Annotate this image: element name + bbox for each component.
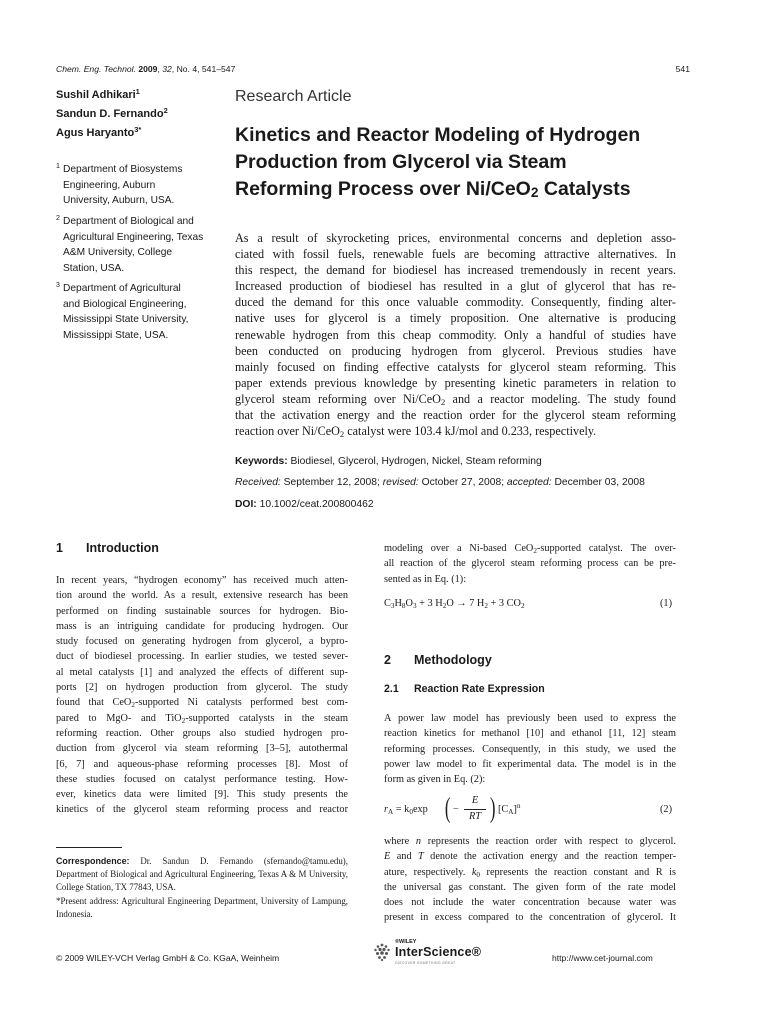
section-1-heading: 1 Introduction [56,541,159,555]
article-type: Research Article [235,88,352,105]
paper-title: Kinetics and Reactor Modeling of Hydrogen Production from Glycerol via Steam Reforming Process over Ni/CeO$_2$ Catalysts [235,124,641,200]
keywords: Keywords: Biodiesel, Glycerol, Hydrogen, Nickel, Steam reforming [235,456,542,467]
section-2-heading: 2 Methodology [384,653,492,667]
author-2: Sandun D. Fernando$^2$ [56,106,168,120]
equation-2-number: (2) [660,804,673,815]
abstract: As a result of skyrocketing prices, environmental concerns and depletion asso- ciated with fossil fuels, renewable fuels are becoming attractive alternatives. In this respect, the demand for biodiesel has increased tremendously in recent years. Increased production of biodiesel has resulted in a glut of glycerol that has re- duced the demand for this once valuable commodity. Consequently, finding alter- native uses for glycerol is a timely proposition. One alternative is producing renewable hydrogen from this cheap commodity. Only a handful of studies have been conducted on producing hydrogen from glycerol. Previous studies have mainly focused on finding effective catalysts for glycerol steam reforming. This paper extends previous knowledge by presenting kinetic parameters in relation to glycerol steam reforming over Ni/CeO$_2$ and a reactor modeling. The study found that the activation energy and the reaction order for the glycerol steam reforming reaction over Ni/CeO$_2$ catalyst were 103.4 kJ/mol and 0.233, respectively. [235,231,676,440]
affiliation-1: 1 Department of Biosystems Engineering, Auburn University, Auburn, USA. [56,163,183,207]
received-dates: Received: September 12, 2008; revised: October 27, 2008; accepted: December 03, 2008 [235,477,645,488]
journal-name: Chem. Eng. Technol. [56,64,136,74]
journal-volume: 32 [162,64,172,74]
equation-1: $C_3H_8O_3 + 3$ $H_2O \to 7$ $H_2 + 3$ $CO_2$ [384,598,525,610]
wiley-globe-icon [372,942,392,962]
methodology-text-continued: where n represents the reaction order with respect to glycerol. E and T denote the activation energy and the reaction temper- ature, respectively. $k_0$ represents the reaction constant and R is the universal gas constant. The given form of the rate model does not include the water concentration because water was present in excess compared to the concentration of glycerol. It [384,836,677,924]
footnote-divider [56,847,122,848]
equation-2: $r_A = k_0\exp$ ( − E RT ) $[C_A]^n$ [384,793,521,824]
correspondence-note: Correspondence: Dr. Sandun D. Fernando (sfernando@tamu.edu), Department of Biological and Agricultural Engineering, Texas A & M University, College Station, TX 77843, USA. *Present address: Agricultural Engineering Department, University of Lampung, Indonesia. [56,856,348,919]
right-column-intro: modeling over a Ni-based CeO$_2$-supported catalyst. The over- all reaction of the glycerol steam reforming process can be pre- sented as in Eq. (1): [384,543,676,585]
affiliation-3: 3 Department of Agricultural and Biological Engineering, Mississippi State University, Mississippi State, USA. [56,282,189,341]
page-number: 541 [675,64,690,74]
subsection-2-1-heading: 2.1 Reaction Rate Expression [384,683,545,695]
journal-issue-pages: , No. 4, 541–547 [171,64,236,74]
introduction-text: In recent years, “hydrogen economy” has received much atten- tion around the world. As a result, extensive research has been performed on finding sustainable sources for hydrogen. Bio- mass is an intriguing candidate for producing hydrogen. Our study focused on generating hydrogen from glycerol, a bypro- duct of biodiesel processing. In earlier studies, we tested sever- al metal catalysts [1] and analyzed the effects of different sup- ports [2] on hydrogen production from glycerol. The study found that CeO$_2$-supported Ni catalysts performed best com- pared to MgO- and TiO$_2$-supported catalysts in the steam reforming reaction. Other groups also studied hydrogen pro- duction from glycerol via steam reforming [3–5], autothermal [6, 7] and aqueous-phase reforming processes [8]. Most of these studies focused on catalyst performance testing. How- ever, kinetics data were limited [9]. This study presents the kinetics of the glycerol steam reforming process and reactor [56,575,348,816]
equation-1-number: (1) [660,598,673,609]
author-3: Agus Haryanto$^{3*}$ [56,125,142,139]
running-header: Chem. Eng. Technol. 2009, 32, No. 4, 541–547 [56,64,236,74]
interscience-logo: ®WILEY InterScience® DISCOVER SOMETHING GREAT [372,940,497,966]
journal-url[interactable]: http://www.cet-journal.com [552,953,653,963]
affiliation-2: 2 Department of Biological and Agricultural Engineering, Texas A&M University, College Station, USA. [56,215,204,274]
doi: DOI: 10.1002/ceat.200800462 [235,499,374,510]
methodology-text: A power law model has previously been used to express the reaction kinetics for methanol [10] and ethanol [11, 12] steam reforming processes. Consequently, in this study, we used the power law model to fit experimental data. The model is in the form as given in Eq. (2): [384,713,676,786]
journal-year: 2009 [138,64,158,74]
copyright-notice: © 2009 WILEY-VCH Verlag GmbH & Co. KGaA, Weinheim [56,953,280,963]
author-1: Sushil Adhikari$^1$ [56,87,140,101]
